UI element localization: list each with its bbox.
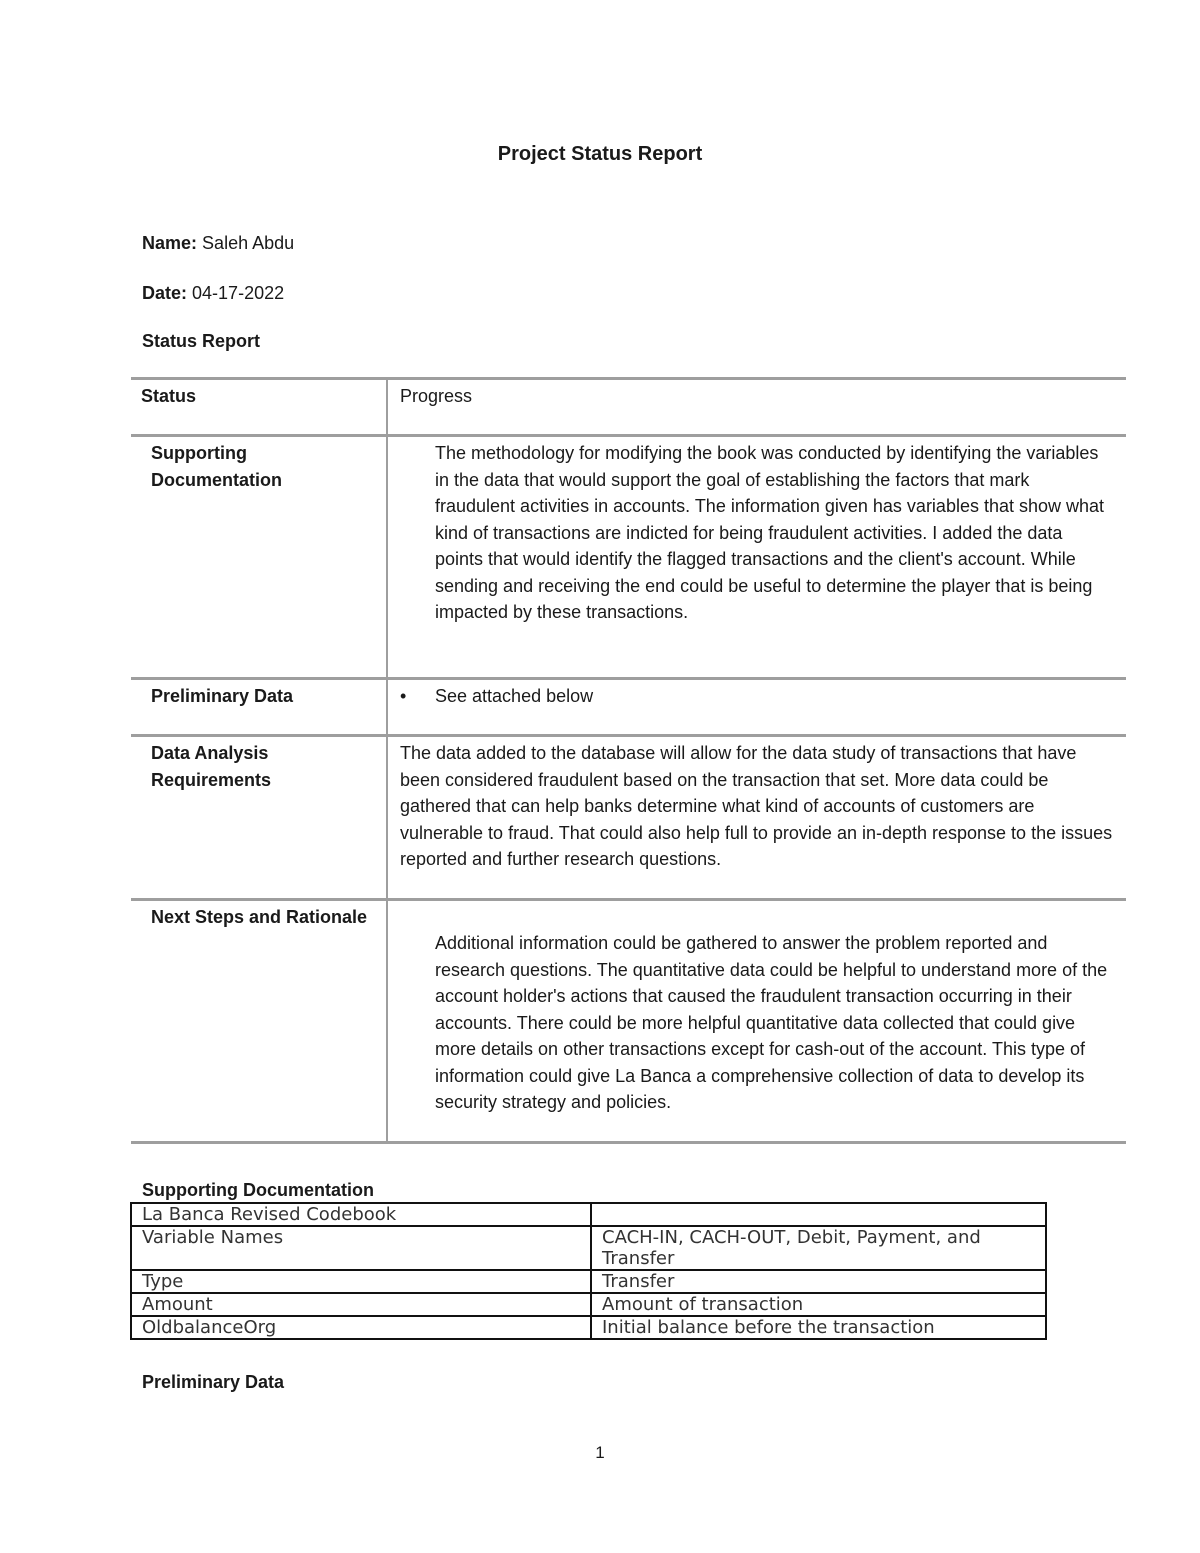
page-number: 1 — [595, 1443, 605, 1462]
date-line — [142, 283, 284, 304]
codebook-key: Amount — [131, 1293, 591, 1316]
date-value: 04-17-2022 — [192, 283, 285, 303]
supporting-label: Supporting Documentation — [151, 443, 283, 490]
page-title: Project Status Report — [497, 143, 703, 165]
supporting-doc-heading: Supporting Documentation — [142, 1180, 374, 1200]
preliminary-bullet-item — [388, 680, 1126, 710]
codebook-value: Transfer — [591, 1270, 1046, 1293]
preliminary-text: See attached below — [435, 686, 594, 706]
supporting-row — [131, 436, 1126, 679]
codebook-key: Variable Names — [131, 1226, 591, 1270]
next-steps-label: Next Steps and Rationale — [151, 907, 368, 927]
supporting-text: The methodology for modifying the book was conducted by identifying the variables in the data that would support the goal of establishing the factors that mark fraudulent activities in accounts. The information given has variables that show what kind of transactions are indicted for being fraudulent activities. I added the data points that would identify the flagged transactions and the client's account. While sending and receiving the end could be useful to determine the player that is being impacted by these transactions. — [435, 443, 1105, 622]
status-header-row — [131, 379, 1126, 436]
analysis-text: The data added to the database will allow for the data study of transactions that have been considered fraudulent based on the transaction that set. More data could be gathered that can help banks determine what kind of accounts of customers are vulnerable to fraud. That could also help full to provide an in-depth response to the issues reported and further research questions. — [400, 743, 1113, 869]
codebook-row — [131, 1293, 1046, 1316]
bullet-icon: • — [400, 686, 407, 706]
codebook-title-row — [131, 1203, 1046, 1226]
preliminary-label: Preliminary Data — [151, 686, 294, 706]
codebook-value: Amount of transaction — [591, 1293, 1046, 1316]
status-header-label: Status — [141, 386, 197, 406]
preliminary-row — [131, 679, 1126, 736]
next-steps-text: Additional information could be gathered to answer the problem reported and research questions. The quantitative data could be helpful to understand more of the account holder's actions that caused the fraudulent transaction occurring in their accounts. There could be more helpful quantitative data collected that could give more details on other transactions except for cash-out of the account. This type of information could give La Banca a comprehensive collection of data to develop its security strategy and policies. — [435, 933, 1108, 1112]
status-table — [131, 377, 1126, 1144]
codebook-value: Initial balance before the transaction — [591, 1316, 1046, 1339]
preliminary-data-heading: Preliminary Data — [142, 1372, 285, 1392]
progress-header-label: Progress — [400, 386, 473, 406]
codebook-key: Type — [131, 1270, 591, 1293]
codebook-value: CACH-IN, CACH-OUT, Debit, Payment, and Transfer — [591, 1226, 1046, 1270]
next-steps-row — [131, 900, 1126, 1143]
date-label: Date: — [142, 283, 188, 303]
analysis-row — [131, 736, 1126, 900]
codebook-key: OldbalanceOrg — [131, 1316, 591, 1339]
codebook-row — [131, 1226, 1046, 1270]
name-line — [142, 233, 294, 254]
codebook-title-value — [591, 1203, 1046, 1226]
name-label: Name: — [142, 233, 198, 253]
codebook-row — [131, 1316, 1046, 1339]
codebook-row — [131, 1270, 1046, 1293]
codebook-title: La Banca Revised Codebook — [131, 1203, 591, 1226]
name-value: Saleh Abdu — [202, 233, 295, 253]
codebook-table — [130, 1202, 1047, 1340]
status-report-heading: Status Report — [142, 331, 261, 351]
analysis-label: Data Analysis Requirements — [151, 743, 272, 790]
